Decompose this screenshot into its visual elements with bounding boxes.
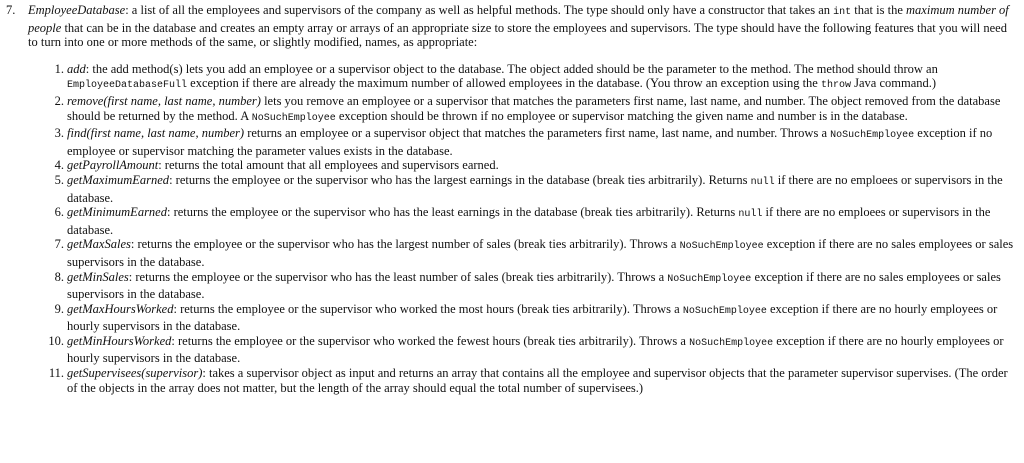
item-number: 6. xyxy=(54,205,64,220)
method-desc: exception if no employee or supervisor matching the parameter values exists in the database. xyxy=(67,126,993,158)
item-number: 2. xyxy=(54,93,64,108)
question-number: 7. xyxy=(6,3,16,17)
item-number: 7. xyxy=(54,237,64,252)
code-term: NoSuchEmployee xyxy=(689,337,774,349)
method-desc: : returns the employee or the supervisor who has the least earnings in the database (break ties arbitrarily). Returns xyxy=(166,205,739,220)
method-name: getMinSales xyxy=(67,269,129,284)
method-desc: : takes a supervisor object as input and returns an array that contains all the employee and supervisor objects that the parameter supervisor supervises. (The order of the objects in the array does not matter, but the length of the array should equal the total number of supervisees.) xyxy=(67,366,1008,395)
method-remove xyxy=(6,94,1018,126)
method-name: getMaximumEarned xyxy=(67,172,170,187)
method-desc: : returns the employee or the supervisor who worked the fewest hours (break ties arbitrarily). Throws a xyxy=(171,333,690,348)
method-list xyxy=(6,62,1018,395)
item-number: 10. xyxy=(48,333,64,348)
question-intro xyxy=(6,3,1018,50)
method-desc: : returns the employee or the supervisor who worked the most hours (break ties arbitrarily). Throws a xyxy=(173,301,683,316)
method-name: getSupervisees(supervisor) xyxy=(67,366,203,381)
item-number: 5. xyxy=(54,172,64,187)
item-number: 9. xyxy=(54,301,64,316)
method-desc: Java command.) xyxy=(851,76,937,91)
method-find xyxy=(6,126,1018,158)
method-name: find(first name, last name, number) xyxy=(67,126,245,141)
code-term: NoSuchEmployee xyxy=(830,130,915,142)
method-desc: exception if there are no sales employees or sales supervisors in the database. xyxy=(67,237,1014,269)
code-term: NoSuchEmployee xyxy=(667,273,752,285)
method-get-max-hours-worked xyxy=(6,302,1018,334)
intro-text: that can be in the database and creates an empty array or arrays of an appropriate size to store the employees and supervisors. The type should have the following features that you will need to turn into one or more methods of the same, or slightly modified, names, as appropriate: xyxy=(28,20,1007,50)
method-desc: exception if there are no hourly employees or hourly supervisors in the database. xyxy=(67,333,1004,366)
method-desc: if there are no emploees or supervisors in the database. xyxy=(67,172,1003,205)
method-name: getPayrollAmount xyxy=(67,158,159,173)
method-name: getMinHoursWorked xyxy=(67,333,172,348)
method-name: remove(first name, last name, number) xyxy=(67,93,261,108)
type-name: EmployeeDatabase xyxy=(28,3,126,17)
item-number: 3. xyxy=(54,126,64,141)
method-desc: returns an employee or a supervisor object that matches the parameters first name, last name, and number. Throws a xyxy=(244,126,831,141)
method-name: getMaxSales xyxy=(67,237,131,252)
code-term: EmployeeDatabaseFull xyxy=(67,80,188,92)
item-number: 11. xyxy=(48,366,64,381)
method-get-min-sales xyxy=(6,270,1018,302)
method-add xyxy=(6,62,1018,94)
method-desc: : returns the total amount that all employees and supervisors earned. xyxy=(158,158,499,173)
method-name: getMaxHoursWorked xyxy=(67,301,174,316)
code-term: NoSuchEmployee xyxy=(251,112,336,124)
item-number: 8. xyxy=(54,269,64,284)
method-name: getMinimumEarned xyxy=(67,205,167,220)
code-term: null xyxy=(750,176,775,188)
method-get-supervisees xyxy=(6,366,1018,395)
code-term: null xyxy=(738,209,763,221)
method-desc: : returns the employee or the supervisor who has the least number of sales (break ties arbitrarily). Throws a xyxy=(128,269,668,284)
method-get-maximum-earned xyxy=(6,173,1018,205)
intro-text: : a list of all the employees and supervisors of the company as well as helpful methods. The type should only have a constructor that takes an xyxy=(125,3,834,17)
method-desc: : returns the employee or the supervisor who has the largest earnings in the database (break ties arbitrarily). Returns xyxy=(169,172,751,187)
code-term: NoSuchEmployee xyxy=(679,241,764,253)
method-desc: lets you remove an employee or a supervisor that matches the parameters first name, last name, and number. The object removed from the database should be returned by the method. A xyxy=(67,93,1001,123)
method-desc: exception should be thrown if no employee or supervisor matching the given name and number is in the database. xyxy=(335,108,908,123)
method-get-minimum-earned xyxy=(6,205,1018,237)
code-int: int xyxy=(833,7,852,18)
method-desc: : returns the employee or the supervisor who has the largest number of sales (break ties arbitrarily). Throws a xyxy=(130,237,680,252)
method-desc: if there are no emploees or supervisors in the database. xyxy=(67,205,991,237)
method-name: add xyxy=(67,61,86,76)
method-get-max-sales xyxy=(6,237,1018,269)
item-number: 1. xyxy=(54,61,64,76)
intro-text: that is the xyxy=(851,3,907,17)
method-desc: exception if there are no sales employees or sales supervisors in the database. xyxy=(67,269,1001,302)
method-desc: exception if there are already the maximum number of allowed employees in the database. (You throw an exception using the xyxy=(187,76,821,91)
item-number: 4. xyxy=(54,158,64,173)
code-term: NoSuchEmployee xyxy=(682,305,767,317)
method-desc: : the add method(s) lets you add an employee or a supervisor object to the database. The object added should be the parameter to the method. The method should throw an xyxy=(85,61,938,76)
code-term: throw xyxy=(820,80,851,92)
intro-emphasis: maximum number of people xyxy=(28,3,1009,35)
method-desc: exception if there are no hourly employees or hourly supervisors in the database. xyxy=(67,301,998,334)
method-get-payroll-amount xyxy=(6,158,1018,173)
method-get-min-hours-worked xyxy=(6,334,1018,366)
